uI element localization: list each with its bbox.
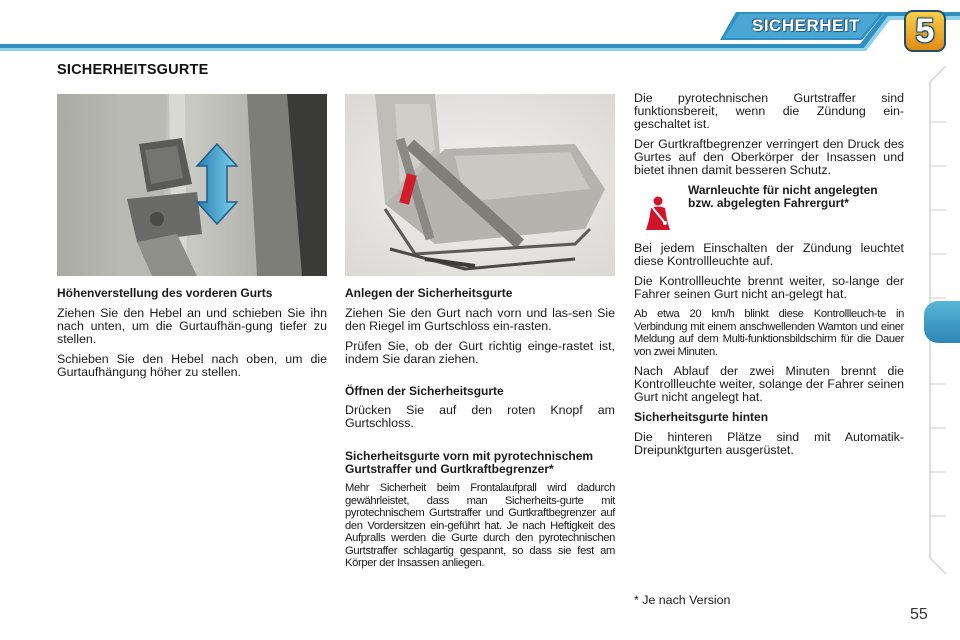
warning-title: Warnleuchte für nicht angelegten bzw. abgelegten Fahrergurt* xyxy=(688,183,878,210)
col2-paragraph: Prüfen Sie, ob der Gurt richtig einge-rastet ist, indem Sie daran ziehen. xyxy=(345,338,615,366)
chapter-number: 5 xyxy=(915,11,935,50)
page-number: 55 xyxy=(910,606,928,623)
col3-paragraph: Nach Ablauf der zwei Minuten brennt die Kontrollleuchte weiter, solange der Fahrer seinen Gurt nicht angelegt hat. xyxy=(634,364,904,404)
photo-seat-with-buckle xyxy=(345,94,615,276)
col2-text xyxy=(345,287,615,577)
col2-heading-gurtstraffer: Sicherheitsgurte vorn mit pyrotechnischem Gurtstraffer und Gurtkraftbegrenzer* xyxy=(345,449,594,476)
col2-paragraph: Ziehen Sie den Gurt nach vorn und las-sen Sie den Riegel im Gurtschloss ein-rasten. xyxy=(345,305,615,333)
col2-heading-oeffnen: Öffnen der Sicherheitsgurte xyxy=(345,383,504,398)
footnote: * Je nach Version xyxy=(634,593,731,607)
chapter-title: SICHERHEIT xyxy=(752,16,860,35)
col3-paragraph: Die Kontrollleuchte brennt weiter, so-lange der Fahrer seinen Gurt nicht an-gelegt hat. xyxy=(634,274,904,301)
col3-paragraph: Die hinteren Plätze sind mit Automatik-Dreipunktgurten ausgerüstet. xyxy=(634,429,904,457)
col1-paragraph: Ziehen Sie den Hebel an und schieben Sie ihn nach unten, um die Gurtaufhän-gung tiefer zu stellen. xyxy=(57,305,327,346)
col1-text xyxy=(57,287,327,386)
col2-heading-anlegen: Anlegen der Sicherheitsgurte xyxy=(345,286,513,300)
col1-paragraph: Schieben Sie den Hebel nach oben, um die Gurtaufhängung höher zu stellen. xyxy=(57,351,327,379)
col2-paragraph: Drücken Sie auf den roten Knopf am Gurtschloss. xyxy=(345,403,615,430)
section-title: SICHERHEITSGURTE xyxy=(57,62,209,78)
col2-paragraph: Mehr Sicherheit beim Frontalaufprall wird dadurch gewährleistet, dass man Sicherheits-gurte mit pyrotechnischem Gurtstraffer und Gurtkraftbegrenzer auf den Vordersitzen ein-geführt hat. Je nach Heftigkeit des Aufpralls werden die Gurte durch den pyrotechnischen Gurtstraffer schlagartig gespannt, so dass sie fest am Körper der Insassen anliegen. xyxy=(345,482,615,569)
photo-seatbelt-height-adjuster xyxy=(57,94,327,276)
col3-paragraph: Ab etwa 20 km/h blinkt diese Kontrollleuch-te in Verbindung mit einem anschwellenden Wamton und einer Meldung auf dem Multi-funktionsbildschirm für die Dauer von zwei Minuten. xyxy=(634,308,904,358)
side-tab-active[interactable] xyxy=(924,301,960,343)
col3-text xyxy=(634,92,904,464)
seatbelt-warning-icon xyxy=(634,194,682,234)
col3-heading-hinten: Sicherheitsgurte hinten xyxy=(634,410,769,424)
col3-paragraph: Bei jedem Einschalten der Zündung leuchtet diese Kontrollleuchte auf. xyxy=(634,241,904,268)
warning-row xyxy=(634,184,904,234)
col3-paragraph: Die pyrotechnischen Gurtstraffer sind funktionsbereit, wenn die Zündung ein-geschaltet ist. xyxy=(634,91,904,131)
col3-paragraph: Der Gurtkraftbegrenzer verringert den Druck des Gurtes auf den Oberkörper der Insassen und bietet ihnen damit besseren Schutz. xyxy=(634,137,904,177)
col1-heading: Höhenverstellung des vorderen Gurts xyxy=(57,286,273,300)
